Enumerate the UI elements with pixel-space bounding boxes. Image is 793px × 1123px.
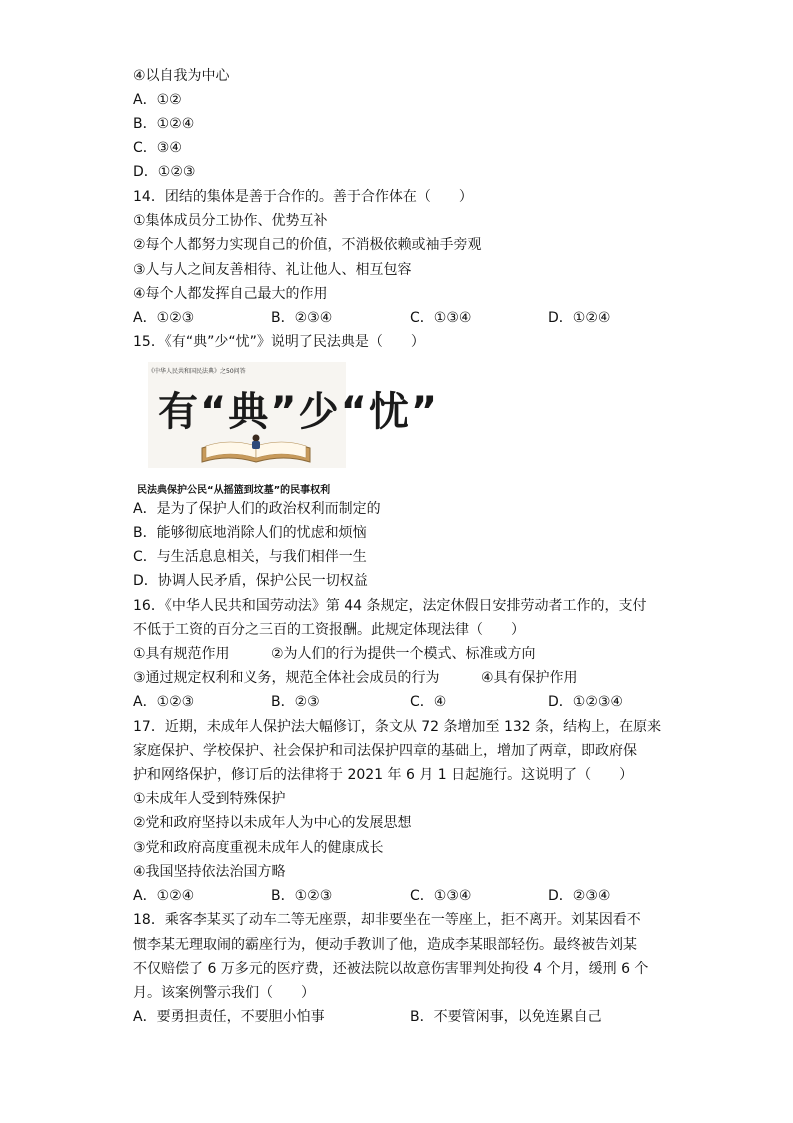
q15-figure-caption: 民法典保护公民“从摇篮到坟墓”的民事权利 — [137, 485, 331, 496]
q13-item-4: ④以自我为中心 — [133, 68, 230, 84]
open-book-illustration — [200, 434, 312, 464]
q13-option-b[interactable]: B．①②④ — [133, 116, 195, 132]
q18-option-a[interactable]: A．要勇担责任，不要胆小怕事 — [133, 1009, 325, 1025]
q15-option-a[interactable]: A．是为了保护人们的政治权利而制定的 — [133, 501, 381, 517]
q16-item-3: ③通过规定权利和义务，规范全体社会成员的行为 — [133, 670, 440, 686]
q17-item-2: ②党和政府坚持以未成年人为中心的发展思想 — [133, 815, 412, 831]
q17-item-4: ④我国坚持依法治国方略 — [133, 864, 286, 880]
q14-item-4: ④每个人都发挥自己最大的作用 — [133, 286, 328, 302]
q17-stem-line-3: 护和网络保护，修订后的法律将于 2021 年 6 月 1 日起施行。这说明了（ ） — [133, 767, 634, 783]
q16-option-b[interactable]: B．②③ — [271, 694, 320, 710]
q18-stem-line-4: 月。该案例警示我们（ ） — [133, 985, 315, 1001]
q15-option-d[interactable]: D．协调人民矛盾，保护公民一切权益 — [133, 573, 368, 589]
q16-option-d[interactable]: D．①②③④ — [548, 694, 623, 710]
q16-item-2: ②为人们的行为提供一个模式、标准或方向 — [271, 646, 536, 662]
q15-stem: 15．《有“典”少“忧”》说明了民法典是（ ） — [133, 334, 425, 350]
q18-option-b[interactable]: B．不要管闲事，以免连累自己 — [410, 1009, 602, 1025]
q16-item-4: ④具有保护作用 — [481, 670, 578, 686]
q16-stem-line-2: 不低于工资的百分之三百的工资报酬。此规定体现法律（ ） — [133, 622, 525, 638]
q13-option-c[interactable]: C．③④ — [133, 140, 182, 156]
q18-stem-line-1: 18．乘客李某买了动车二等无座票，却非要坐在一等座上，拒不离开。刘某因看不 — [133, 912, 641, 928]
q13-option-d[interactable]: D．①②③ — [133, 164, 196, 180]
q14-item-1: ①集体成员分工协作、优势互补 — [133, 213, 328, 229]
q14-item-2: ②每个人都努力实现自己的价值，不消极依赖或袖手旁观 — [133, 237, 482, 253]
q15-figure-top-caption: 《中华人民共和国民法典》之50问答 — [148, 368, 246, 375]
q17-option-b[interactable]: B．①②③ — [271, 888, 333, 904]
q17-stem-line-2: 家庭保护、学校保护、社会保护和司法保护四章的基础上，增加了两章，即政府保 — [133, 743, 637, 759]
q14-option-a[interactable]: A．①②③ — [133, 310, 195, 326]
q14-item-3: ③人与人之间友善相待、礼让他人、相互包容 — [133, 262, 412, 278]
q16-option-a[interactable]: A．①②③ — [133, 694, 195, 710]
q15-figure — [148, 362, 440, 468]
q17-option-c[interactable]: C．①③④ — [410, 888, 472, 904]
q16-item-1: ①具有规范作用 — [133, 646, 230, 662]
q17-item-1: ①未成年人受到特殊保护 — [133, 791, 286, 807]
q16-stem-line-1: 16．《中华人民共和国劳动法》第 44 条规定，法定休假日安排劳动者工作的，支付 — [133, 598, 647, 614]
q14-option-b[interactable]: B．②③④ — [271, 310, 333, 326]
q18-stem-line-2: 惯李某无理取闹的霸座行为，便动手教训了他，造成李某眼部轻伤。最终被告刘某 — [133, 937, 637, 953]
q13-option-a[interactable]: A．①② — [133, 92, 182, 108]
q17-option-d[interactable]: D．②③④ — [548, 888, 611, 904]
q17-stem-line-1: 17．近期，未成年人保护法大幅修订，条文从 72 条增加至 132 条，结构上，在原来 — [133, 719, 662, 735]
q14-option-d[interactable]: D．①②④ — [548, 310, 611, 326]
q15-figure-title: 有“典”少“忧” — [158, 389, 440, 435]
q15-option-c[interactable]: C．与生活息息相关，与我们相伴一生 — [133, 549, 367, 565]
q15-option-b[interactable]: B．能够彻底地消除人们的忧虑和烦恼 — [133, 525, 367, 541]
q14-stem: 14．团结的集体是善于合作的。善于合作体在（ ） — [133, 189, 473, 205]
q18-stem-line-3: 不仅赔偿了 6 万多元的医疗费，还被法院以故意伤害罪判处拘役 4 个月，缓刑 6 个 — [133, 961, 649, 977]
q17-option-a[interactable]: A．①②④ — [133, 888, 195, 904]
q14-option-c[interactable]: C．①③④ — [410, 310, 472, 326]
q17-item-3: ③党和政府高度重视未成年人的健康成长 — [133, 840, 384, 856]
q16-option-c[interactable]: C．④ — [410, 694, 447, 710]
